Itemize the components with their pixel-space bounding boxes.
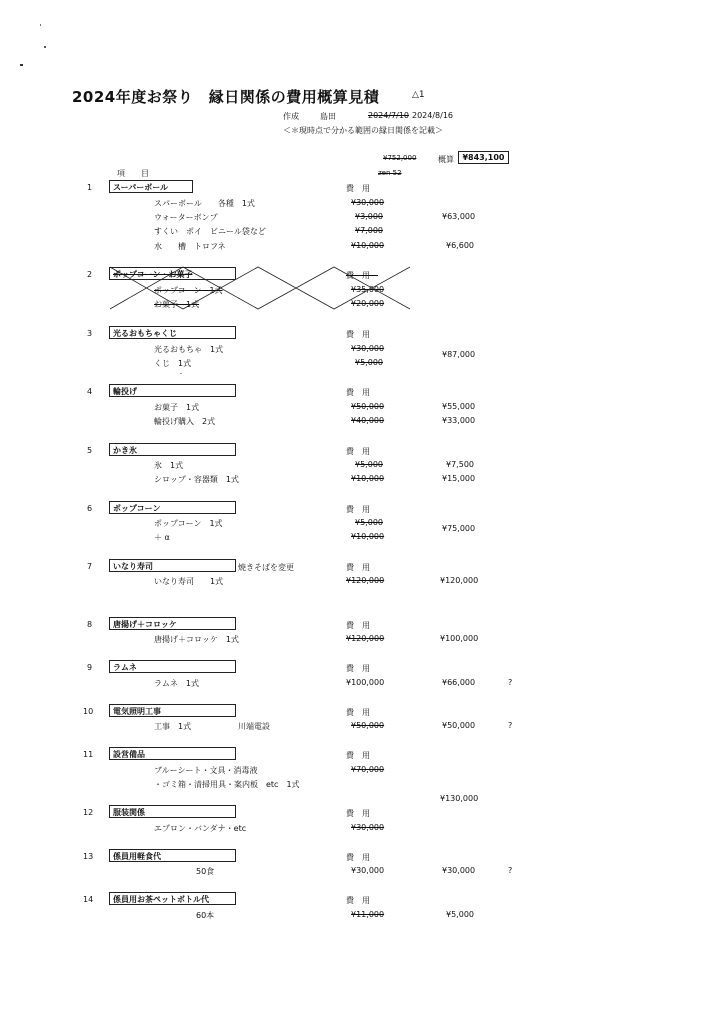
item-number: 7	[87, 562, 93, 571]
old-cost: ¥50,000	[351, 721, 385, 730]
cost-header: 費用	[346, 896, 378, 905]
old-cost: ¥35,000	[351, 285, 385, 294]
line-item-label: 氷 1式	[154, 461, 184, 470]
line-item-label: ウォーターボンプ	[154, 213, 218, 222]
new-date: 2024/8/16	[412, 111, 454, 120]
revised-cost: ¥6,600	[446, 241, 474, 250]
item-number: 8	[87, 620, 93, 629]
author-name: 島田	[320, 112, 336, 121]
cost-header: 費用	[346, 708, 378, 717]
item-number: 14	[83, 895, 94, 904]
old-cost: ¥20,000	[351, 299, 385, 308]
item-title-box: ラムネ	[109, 660, 236, 673]
cost-header: 費用	[346, 751, 378, 760]
old-total: ¥752,000	[383, 154, 417, 162]
ink-speck	[20, 64, 23, 66]
revised-cost: ¥120,000	[440, 576, 479, 585]
old-cost: ¥3,000	[355, 212, 383, 221]
old-cost: ¥11,000	[351, 910, 385, 919]
item-title-box: スーパーボール	[109, 180, 193, 193]
item-title-box: 光るおもちゃくじ	[109, 326, 236, 339]
cost-header: 費用	[346, 330, 378, 339]
old-cost: ¥5,000	[355, 518, 383, 527]
cross-out-lines	[108, 265, 413, 311]
line-item-label: 唐揚げ＋コロッケ 1式	[154, 635, 239, 644]
revised-cost: ¥33,000	[442, 416, 476, 425]
old-date: 2024/7/10	[368, 111, 410, 120]
item-title-box: ポップコーン・お菓子	[109, 267, 236, 280]
document-title: 2024年度お祭り 縁日関係の費用概算見積	[72, 88, 380, 106]
line-item-label: 光るおもちゃ 1式	[154, 345, 224, 354]
cost-header: 費用	[346, 271, 378, 280]
cost-header: 費用	[346, 447, 378, 456]
item-number: 4	[87, 387, 93, 396]
ink-speck	[44, 46, 46, 48]
line-item-label: スパーボール 各種 1式	[154, 199, 255, 208]
old-cost: ¥30,000	[351, 823, 385, 832]
line-item-label: お菓子 1式	[154, 403, 200, 412]
line-item-label: エプロン・バンダナ・etc	[154, 824, 247, 833]
item-title-box: 電気照明工事	[109, 704, 236, 717]
item-title-box: 服装関係	[109, 805, 236, 818]
vendor-name: 川端電設	[238, 722, 270, 731]
item-number: 13	[83, 852, 94, 861]
old-cost: ¥50,000	[351, 402, 385, 411]
item-number: 5	[87, 446, 93, 455]
scope-note: ＜＊現時点で分かる範囲の縁日関係を記載＞	[283, 126, 443, 135]
item-number: 1	[87, 183, 93, 192]
old-cost: ¥30,000	[351, 198, 385, 207]
ink-speck	[180, 373, 182, 374]
line-item-label: ポップコーン 1式	[154, 519, 223, 528]
line-item-label: 60本	[196, 911, 215, 920]
line-item-label: お菓子 1式	[154, 300, 200, 309]
old-cost: ¥40,000	[351, 416, 385, 425]
cost-header: 費用	[346, 853, 378, 862]
old-cost: ¥10,000	[351, 474, 385, 483]
item-column-header: 項 目	[117, 169, 149, 178]
old-cost: ¥30,000	[351, 866, 385, 875]
old-cost: ¥5,000	[355, 460, 383, 469]
small-note: zen 52	[378, 169, 402, 177]
revised-cost: ¥66,000	[442, 678, 476, 687]
line-item-label: ＋ α	[154, 533, 170, 542]
cost-header: 費用	[346, 388, 378, 397]
item-number: 2	[87, 270, 93, 279]
ink-speck	[40, 24, 41, 26]
line-item-label: 50食	[196, 867, 215, 876]
old-cost: ¥10,000	[351, 532, 385, 541]
item-title-box: 係員用軽食代	[109, 849, 236, 862]
revision-mark: △1	[412, 90, 425, 100]
line-item-label: ブルーシート・文具・消毒液	[154, 766, 258, 775]
old-cost: ¥7,000	[355, 226, 383, 235]
line-item-label: くじ 1式	[154, 359, 192, 368]
revised-cost: ¥63,000	[442, 212, 476, 221]
old-cost: ¥120,000	[346, 576, 385, 585]
item-number: 10	[83, 707, 94, 716]
item-number: 11	[83, 750, 94, 759]
item-title-box: ポップコーン	[109, 501, 236, 514]
line-item-label: 輪投げ購入 2式	[154, 417, 216, 426]
old-cost: ¥100,000	[346, 678, 385, 687]
revised-cost: ¥50,000	[442, 721, 476, 730]
revised-cost: ¥30,000	[442, 866, 476, 875]
item-number: 12	[83, 808, 94, 817]
line-item-label: いなり寿司 1式	[154, 577, 224, 586]
old-cost: ¥30,000	[351, 344, 385, 353]
item-number: 9	[87, 663, 93, 672]
revised-cost: ¥55,000	[442, 402, 476, 411]
old-cost: ¥70,000	[351, 765, 385, 774]
cost-header: 費用	[346, 563, 378, 572]
line-item-label: ポップコーン 1式	[154, 286, 223, 295]
revised-cost: ¥5,000	[446, 910, 474, 919]
item-title-box: 唐揚げ＋コロッケ	[109, 617, 236, 630]
item-title-box: 設営備品	[109, 747, 236, 760]
cost-header: 費用	[346, 621, 378, 630]
revised-cost: ¥7,500	[446, 460, 474, 469]
line-item-label: ラムネ 1式	[154, 679, 200, 688]
cost-header: 費用	[346, 809, 378, 818]
line-item-label: ・ゴミ箱・清掃用具・案内板 etc 1式	[154, 780, 300, 789]
revised-cost: ¥100,000	[440, 634, 479, 643]
item-number: 6	[87, 504, 93, 513]
old-cost: ¥5,000	[355, 358, 383, 367]
cost-header: 費用	[346, 505, 378, 514]
item-side-note: 焼きそばを変更	[238, 563, 294, 572]
item-number: 3	[87, 329, 93, 338]
cost-header: 費用	[346, 184, 378, 193]
old-cost: ¥10,000	[351, 241, 385, 250]
line-item-label: 工事 1式	[154, 722, 192, 731]
author-label: 作成	[283, 112, 299, 121]
total-label: 概算	[438, 155, 454, 164]
item-title-box: いなり寿司	[109, 559, 236, 572]
question-mark: ?	[508, 866, 513, 875]
total-amount: ¥843,100	[458, 151, 509, 164]
revised-cost: ¥130,000	[440, 794, 479, 803]
revised-cost: ¥15,000	[442, 474, 476, 483]
revised-cost: ¥75,000	[442, 524, 476, 533]
item-title-box: 係員用お茶ペットボトル代	[109, 892, 236, 905]
item-title-box: 輪投げ	[109, 384, 236, 397]
question-mark: ?	[508, 678, 513, 687]
line-item-label: すくい ポイ ビニール袋など	[154, 227, 266, 236]
cost-header: 費用	[346, 664, 378, 673]
line-item-label: 水 槽 トロフネ	[154, 242, 226, 251]
old-cost: ¥120,000	[346, 634, 385, 643]
revised-cost: ¥87,000	[442, 350, 476, 359]
line-item-label: シロップ・容器類 1式	[154, 475, 239, 484]
question-mark: ?	[508, 721, 513, 730]
item-title-box: かき氷	[109, 443, 236, 456]
